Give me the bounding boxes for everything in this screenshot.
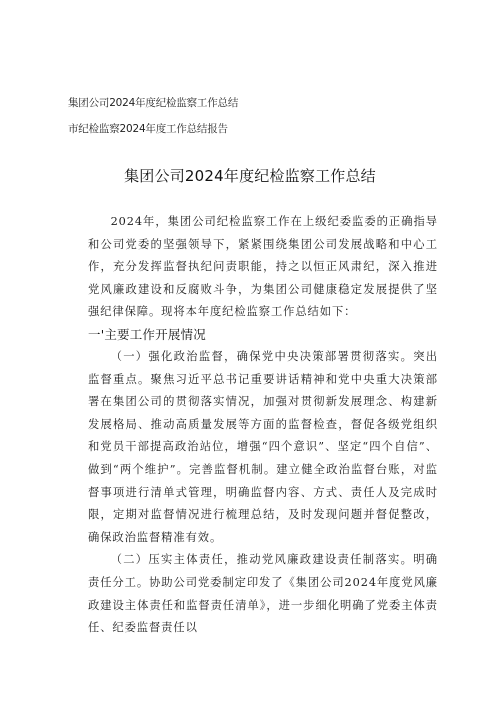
intro-paragraph: 2024年，集团公司纪检监察工作在上级纪委监委的正确指导和公司党委的坚强领导下，紧紧围绕集团公司发展战略和中心工作，充分发挥监督执纪问责职能，持之以恒正风肃纪，深入推进党风廉政建设和反腐败斗争，为集团公司健康稳定发展提供了坚强纪律保障。现将本年度纪检监察工作总结如下： [88,215,438,319]
body-paragraph: （一）强化政治监督，确保党中央决策部署贯彻落实。突出监督重点。聚焦习近平总书记重要讲话精神和党中央重大决策部署在集团公司的贯彻落实情况，加强对贯彻新发展理念、构建新发展格局、推动高质量发展等方面的监督检查，督促各级党组织和党员干部提高政治站位，增强“四个意识”、坚定“四个自信”、做到“两个维护”。完善监督机制。建立健全政治监督台账，对监督事项进行清单式管理，明确监督内容、方式、责任人及完成时限，定期对监督情况进行梳理总结，及时发现问题并督促整改，确保政治监督精准有效。 [88,349,438,544]
document-list-item[interactable]: 集团公司2024年度纪检监察工作总结 [68,97,239,109]
page-title: 集团公司2024年度纪检监察工作总结 [124,167,376,185]
document-list-item[interactable]: 市纪检监察2024年度工作总结报告 [68,123,228,135]
document-list [68,96,448,136]
body-paragraph: （二）压实主体责任，推动党风廉政建设责任制落实。明确责任分工。协助公司党委制定印发了《集团公司2024年度党风廉政建设主体责任和监督责任清单》，进一步细化明确了党委主体责任、纪委监督责任以 [88,553,438,635]
section-heading: 一'主要工作开展情况 [88,326,206,342]
document-body [88,211,438,640]
